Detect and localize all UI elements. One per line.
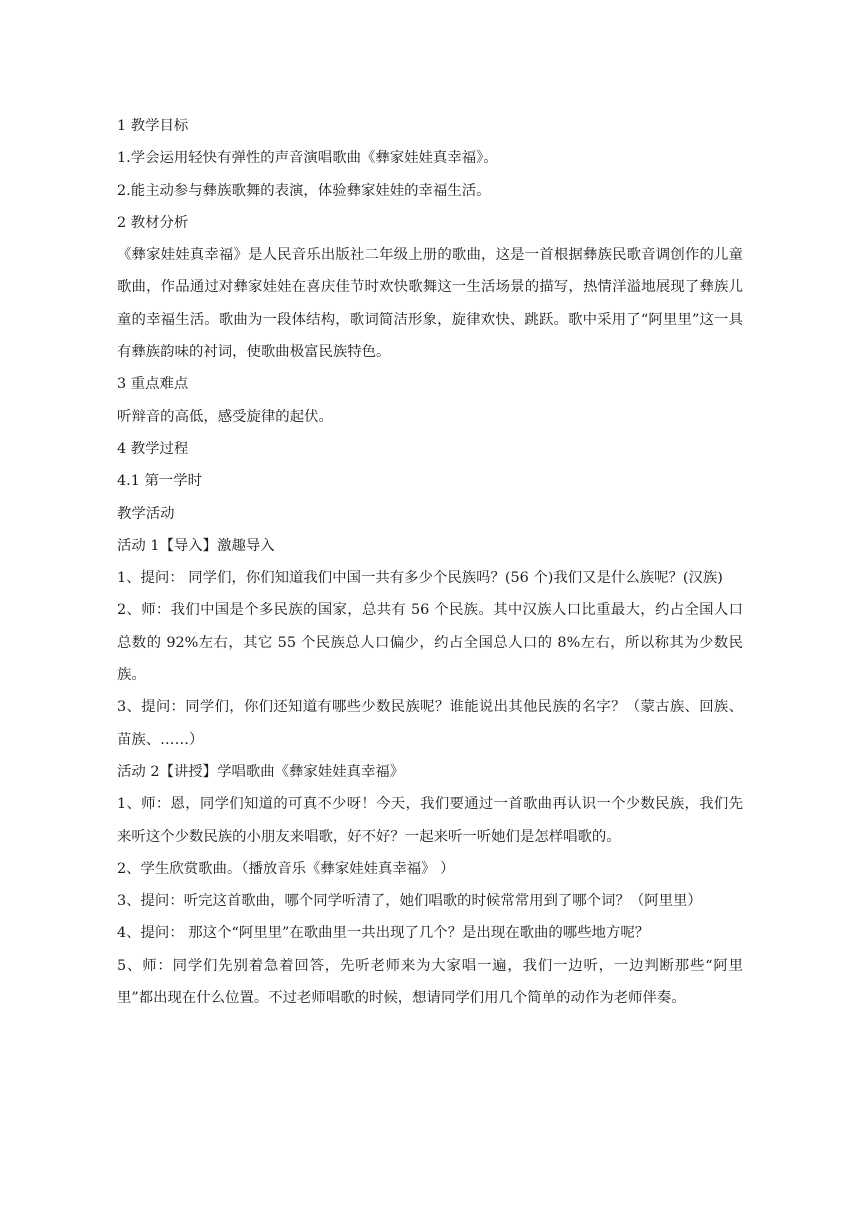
- section-heading-objectives: 1 教学目标: [117, 118, 189, 134]
- activity-2-step-3: 3、提问：听完这首歌曲，哪个同学听清了，她们唱歌的时候常常用到了哪个词？（阿里里）: [117, 893, 702, 910]
- objective-item-2: 2.能主动参与彝族歌舞的表演，体验彝家娃娃的幸福生活。: [117, 182, 491, 199]
- section-heading-process: 4 教学过程: [117, 440, 189, 457]
- activity-1-heading: 活动 1【导入】激趣导入: [117, 537, 275, 554]
- activity-1-step-3: 3、提问：同学们，你们还知道有哪些少数民族呢？谁能说出其他民族的名字？（蒙古族、回族、苗族、……）: [117, 699, 743, 748]
- analysis-paragraph: 《彝家娃娃真幸福》是人民音乐出版社二年级上册的歌曲，这是一首根据彝族民歌音调创作的儿童歌曲，作品通过对彝家娃娃在喜庆佳节时欢快歌舞这一生活场景的描写，热情洋溢地展现了彝族儿童的幸福生活。歌曲为一段体结构，歌词简洁形象，旋律欢快、跳跃。歌中采用了“阿里里”这一具有彝族韵味的衬词，使歌曲极富民族特色。: [117, 247, 743, 361]
- document-page: [117, 110, 743, 1014]
- section-heading-key-points: 3 重点难点: [117, 376, 189, 393]
- objective-item-1: 1.学会运用轻快有弹性的声音演唱歌曲《彝家娃娃真幸福》。: [117, 150, 498, 167]
- teaching-activities-label: 教学活动: [117, 505, 175, 522]
- subsection-heading-first-lesson: 4.1 第一学时: [117, 473, 203, 490]
- section-heading-analysis: 2 教材分析: [117, 214, 189, 231]
- activity-2-step-5: 5、师：同学们先别着急着回答，先听老师来为大家唱一遍，我们一边听，一边判断那些“阿里里”都出现在什么位置。不过老师唱歌的时候，想请同学们用几个简单的动作为老师伴奏。: [117, 957, 743, 1007]
- activity-1-step-2: 2、师：我们中国是个多民族的国家，总共有 56 个民族。其中汉族人口比重最大，约占全国人口总数的 92%左右，其它 55 个民族总人口偏少，约占全国总人口的 8%左右，所以称其为少数民族。: [117, 602, 743, 684]
- activity-2-heading: 活动 2【讲授】学唱歌曲《彝家娃娃真幸福》: [117, 763, 405, 780]
- activity-2-step-1: 1、师：恩，同学们知道的可真不少呀！今天，我们要通过一首歌曲再认识一个少数民族，我们先来听这个少数民族的小朋友来唱歌，好不好？一起来听一听她们是怎样唱歌的。: [117, 796, 743, 845]
- key-points-paragraph: 听辩音的高低，感受旋律的起伏。: [117, 408, 333, 425]
- activity-2-step-4: 4、提问： 那这个“阿里里”在歌曲里一共出现了几个？是出现在歌曲的哪些地方呢？: [117, 925, 650, 942]
- activity-1-step-1: 1、提问： 同学们，你们知道我们中国一共有多少个民族吗？(56 个)我们又是什么族呢？(汉族): [117, 570, 723, 587]
- activity-2-step-2: 2、学生欣赏歌曲。（播放音乐《彝家娃娃真幸福》 ）: [117, 860, 455, 877]
